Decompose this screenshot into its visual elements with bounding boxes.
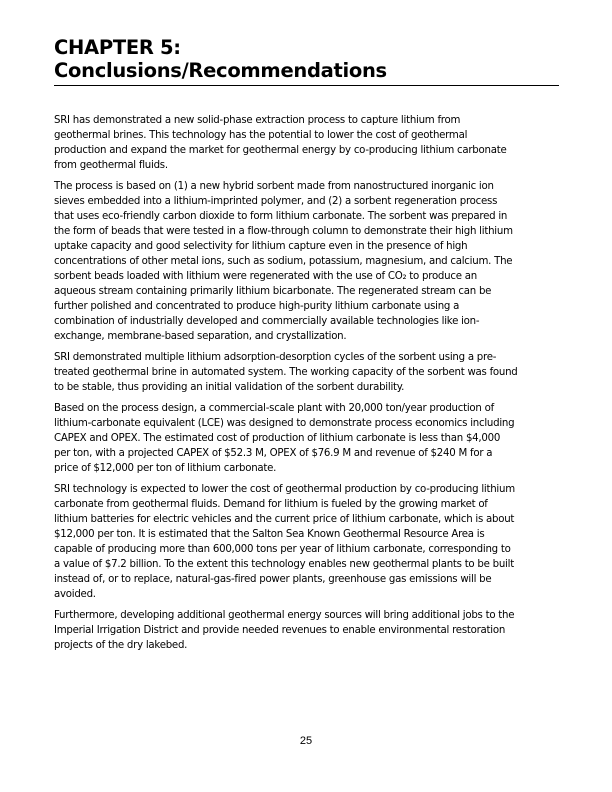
text-line: concentrations of other metal ions, such as sodium, potassium, magnesium, and calcium. The bbox=[54, 256, 513, 267]
text-line: CAPEX and OPEX. The estimated cost of production of lithium carbonate is less than $4,000 bbox=[54, 433, 501, 444]
paragraph-benefits bbox=[54, 482, 564, 602]
text-line: price of $12,000 per ton of lithium carbonate. bbox=[54, 463, 277, 474]
chapter-body bbox=[54, 113, 564, 659]
text-line: $12,000 per ton. It is estimated that the Salton Sea Known Geothermal Resource Area is bbox=[54, 529, 485, 540]
text-line: from geothermal fluids. bbox=[54, 160, 168, 171]
text-line: sorbent beads loaded with lithium were regenerated with the use of CO₂ to produce an bbox=[54, 271, 477, 282]
text-line: the form of beads that were tested in a flow-through column to demonstrate their high lithium bbox=[54, 226, 513, 237]
text-line: lithium-carbonate equivalent (LCE) was designed to demonstrate process economics including bbox=[54, 418, 515, 429]
page-number: 25 bbox=[299, 735, 313, 747]
text-line: sieves embedded into a lithium-imprinted polymer, and (2) a sorbent regeneration process bbox=[54, 196, 498, 207]
text-line: per ton, with a projected CAPEX of $52.3 M, OPEX of $76.9 M and revenue of $240 M for a bbox=[54, 448, 493, 459]
text-line: SRI technology is expected to lower the cost of geothermal production by co-producing lithium bbox=[54, 484, 515, 495]
text-line: avoided. bbox=[54, 589, 96, 600]
paragraph-process bbox=[54, 179, 564, 344]
text-line: Based on the process design, a commercial-scale plant with 20,000 ton/year production of bbox=[54, 403, 494, 414]
text-line: further polished and concentrated to produce high-purity lithium carbonate using a bbox=[54, 301, 460, 312]
text-line: Furthermore, developing additional geothermal energy sources will bring additional jobs to the bbox=[54, 610, 515, 621]
text-line: projects of the dry lakebed. bbox=[54, 640, 188, 651]
text-line: a value of $7.2 billion. To the extent this technology enables new geothermal plants to be built bbox=[54, 559, 514, 570]
paragraph-economics bbox=[54, 401, 564, 476]
text-line: that uses eco-friendly carbon dioxide to form lithium carbonate. The sorbent was prepared in bbox=[54, 211, 508, 222]
text-line: uptake capacity and good selectivity for lithium capture even in the presence of high bbox=[54, 241, 468, 252]
text-line: The process is based on (1) a new hybrid sorbent made from nanostructured inorganic ion bbox=[54, 181, 494, 192]
chapter-title: Conclusions/Recommendations bbox=[54, 59, 387, 82]
text-line: to be stable, thus providing an initial validation of the sorbent durability. bbox=[54, 382, 405, 393]
text-line: carbonate from geothermal fluids. Demand for lithium is fueled by the growing market of bbox=[54, 499, 488, 510]
text-line: SRI has demonstrated a new solid-phase extraction process to capture lithium from bbox=[54, 115, 461, 126]
text-line: treated geothermal brine in automated system. The working capacity of the sorbent was found bbox=[54, 367, 518, 378]
paragraph-intro bbox=[54, 113, 564, 173]
text-line: capable of producing more than 600,000 tons per year of lithium carbonate, corresponding to bbox=[54, 544, 511, 555]
paragraph-cycles bbox=[54, 350, 564, 395]
chapter-heading bbox=[54, 36, 559, 86]
chapter-number: CHAPTER 5: bbox=[54, 36, 181, 59]
text-line: combination of industrially developed and commercially available technologies like ion- bbox=[54, 316, 480, 327]
text-line: aqueous stream containing primarily lithium bicarbonate. The regenerated stream can be bbox=[54, 286, 492, 297]
text-line: instead of, or to replace, natural-gas-fired power plants, greenhouse gas emissions will be bbox=[54, 574, 492, 585]
text-line: geothermal brines. This technology has the potential to lower the cost of geothermal bbox=[54, 130, 468, 141]
paragraph-furthermore bbox=[54, 608, 564, 653]
text-line: SRI demonstrated multiple lithium adsorption-desorption cycles of the sorbent using a pre- bbox=[54, 352, 497, 363]
text-line: Imperial Irrigation District and provide needed revenues to enable environmental restoration bbox=[54, 625, 506, 636]
text-line: production and expand the market for geothermal energy by co-producing lithium carbonate bbox=[54, 145, 507, 156]
text-line: lithium batteries for electric vehicles and the current price of lithium carbonate, which is about bbox=[54, 514, 515, 525]
text-line: exchange, membrane-based separation, and crystallization. bbox=[54, 331, 347, 342]
